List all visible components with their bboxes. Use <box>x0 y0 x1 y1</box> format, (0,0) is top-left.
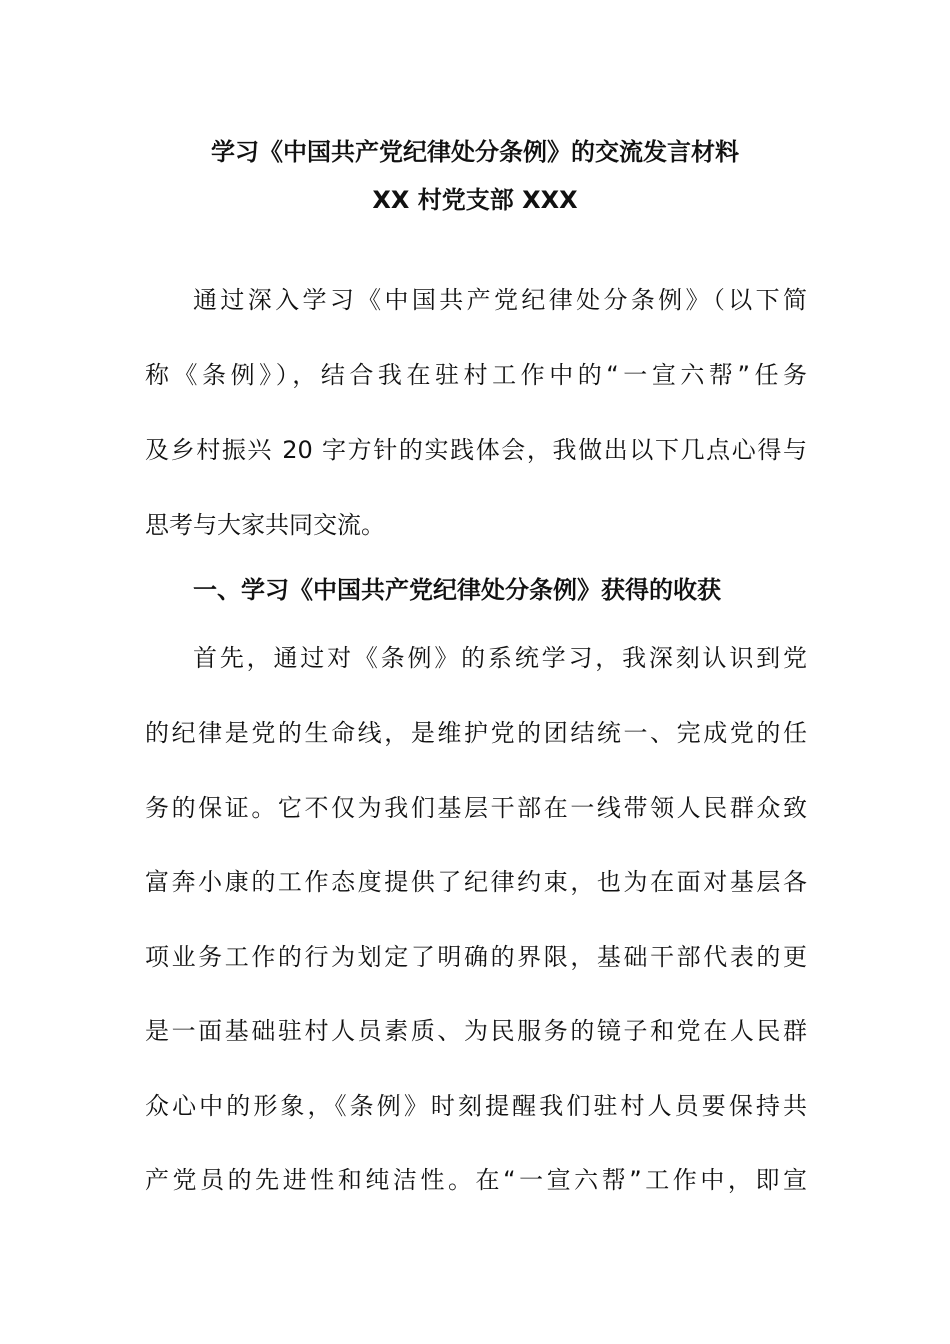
paragraph-line: 思考与大家共同交流。 <box>145 511 385 539</box>
paragraph-line: 富奔小康的工作态度提供了纪律约束，也为在面对基层各 <box>145 868 807 896</box>
document-title: 学习《中国共产党纪律处分条例》的交流发言材料 <box>211 138 739 166</box>
paragraph-line: 产党员的先进性和纯洁性。在“一宣六帮”工作中，即宣 <box>145 1166 807 1194</box>
paragraph-line: 及乡村振兴 20 字方针的实践体会，我做出以下几点心得与 <box>145 436 807 464</box>
section-heading: 一、学习《中国共产党纪律处分条例》获得的收获 <box>193 576 721 604</box>
paragraph-line: 称《条例》），结合我在驻村工作中的“一宣六帮”任务 <box>145 361 807 389</box>
paragraph-line: 是一面基础驻村人员素质、为民服务的镜子和党在人民群 <box>145 1017 807 1045</box>
paragraph-line: 通过深入学习《中国共产党纪律处分条例》（以下简 <box>193 286 807 314</box>
paragraph-line: 众心中的形象，《条例》时刻提醒我们驻村人员要保持共 <box>145 1092 807 1120</box>
paragraph-line: 项业务工作的行为划定了明确的界限，基础干部代表的更 <box>145 943 807 971</box>
paragraph-line: 务的保证。它不仅为我们基层干部在一线带领人民群众致 <box>145 794 807 822</box>
document-author: XX 村党支部 XXX <box>372 186 578 214</box>
paragraph-line: 的纪律是党的生命线，是维护党的团结统一、完成党的任 <box>145 719 807 747</box>
paragraph-line: 首先，通过对《条例》的系统学习，我深刻认识到党 <box>193 644 807 672</box>
